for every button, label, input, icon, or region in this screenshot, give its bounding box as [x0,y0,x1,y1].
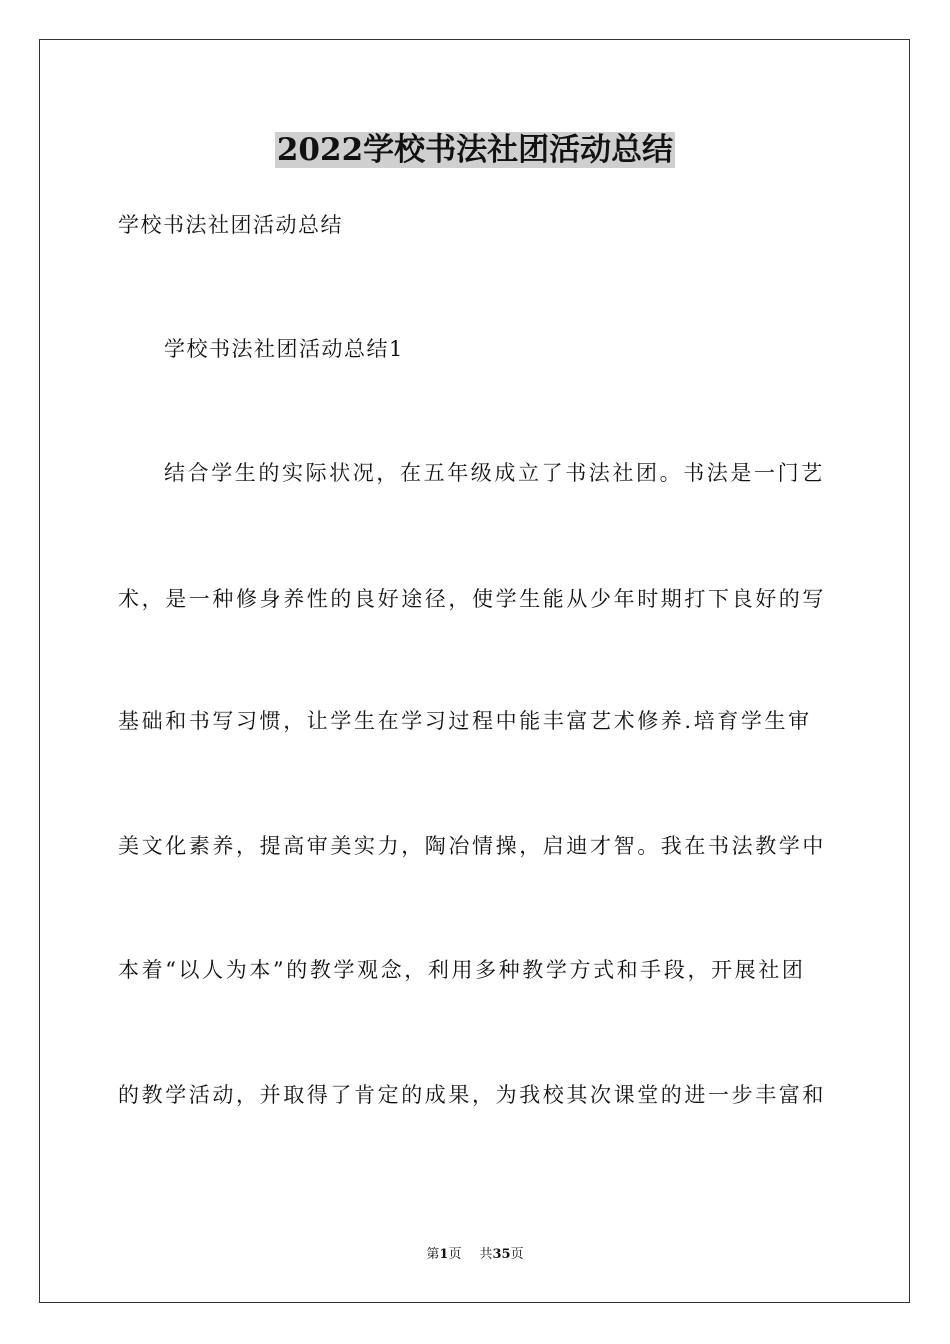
section-heading: 学校书法社团活动总结1 [164,337,404,361]
page-current: 1 [439,1247,449,1262]
paragraph-line: 结合学生的实际状况，在五年级成立了书法社团。书法是一门艺 [164,461,825,485]
total-prefix: 共 [479,1247,493,1262]
total-suffix: 页 [510,1247,524,1262]
paragraph-line: 美文化素养，提高审美实力，陶冶情操，启迪才智。我在书法教学中 [118,834,826,858]
paragraph-line: 术，是一种修身养性的良好途径，使学生能从少年时期打下良好的写 [118,587,826,611]
document-subtitle: 学校书法社团活动总结 [118,213,343,237]
document-title [0,128,950,172]
page-prefix: 第 [426,1247,440,1262]
page-total: 35 [492,1247,511,1262]
paragraph-line: 基础和书写习惯，让学生在学习过程中能丰富艺术修养.培育学生审 [118,709,812,733]
page-footer [0,1246,950,1264]
page-suffix: 页 [448,1247,462,1262]
document-title-text: 2022学校书法社团活动总结 [276,132,674,168]
paragraph-line: 本着“以人为本”的教学观念，利用多种教学方式和手段，开展社团 [118,958,806,982]
paragraph-line: 的教学活动，并取得了肯定的成果，为我校其次课堂的进一步丰富和 [118,1083,826,1107]
